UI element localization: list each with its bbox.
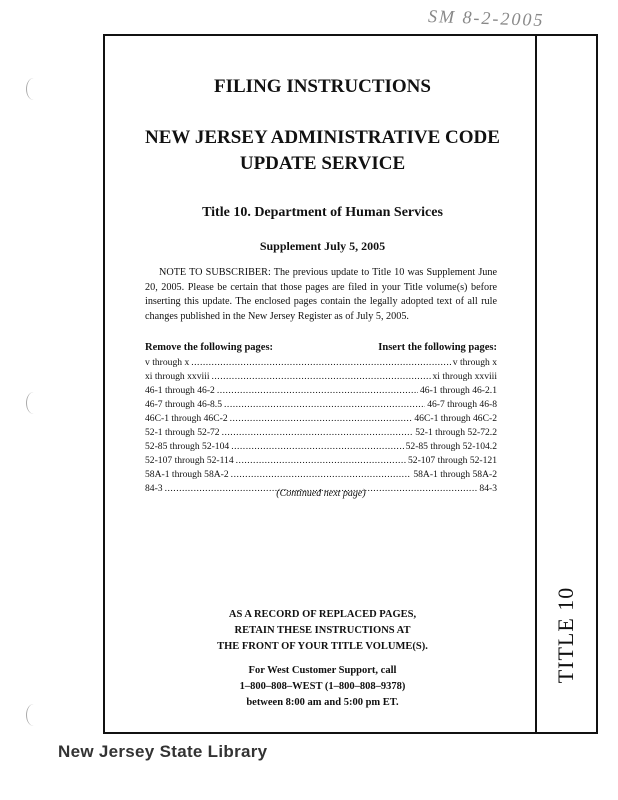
list-item bbox=[145, 426, 497, 440]
handwritten-annotation: SM 8-2-2005 bbox=[427, 5, 545, 31]
remove-pages: 46-1 through 46-2 bbox=[145, 385, 215, 396]
code-title-line2: UPDATE SERVICE bbox=[239, 153, 406, 174]
list-item bbox=[145, 370, 497, 384]
leader-dots bbox=[217, 384, 418, 398]
page-title: FILING INSTRUCTIONS bbox=[214, 76, 431, 97]
support-phone: 1–800–808–WEST (1–800–808–9378) bbox=[239, 681, 406, 692]
leader-dots bbox=[212, 370, 431, 384]
remove-pages: 46C-1 through 46C-2 bbox=[145, 413, 228, 424]
insert-pages: xi through xxviii bbox=[432, 371, 497, 382]
insert-pages: 52-107 through 52-121 bbox=[408, 455, 497, 466]
leader-dots bbox=[230, 412, 413, 426]
supplement-date: Supplement July 5, 2005 bbox=[259, 239, 386, 253]
tab-divider bbox=[535, 34, 537, 734]
remove-pages: 52-107 through 52-114 bbox=[145, 455, 234, 466]
leader-dots bbox=[224, 398, 425, 412]
list-item bbox=[145, 412, 497, 426]
insert-pages: 52-1 through 52-72.2 bbox=[415, 427, 497, 438]
list-item bbox=[145, 384, 497, 398]
list-item bbox=[145, 356, 497, 370]
leader-dots bbox=[231, 440, 403, 454]
remove-pages: 84-3 bbox=[145, 483, 163, 494]
code-title-line1: NEW JERSEY ADMINISTRATIVE CODE bbox=[145, 127, 500, 148]
insert-pages: 84-3 bbox=[479, 483, 497, 494]
list-item bbox=[145, 440, 497, 454]
pages-header bbox=[145, 342, 497, 353]
title-tab-label: TITLE 10 bbox=[553, 586, 578, 684]
binder-hole-mark bbox=[26, 78, 41, 100]
insert-pages: 46C-1 through 46C-2 bbox=[414, 413, 497, 424]
list-item bbox=[145, 454, 497, 468]
header-block bbox=[145, 76, 500, 254]
leader-dots bbox=[191, 356, 451, 370]
list-item bbox=[145, 468, 497, 482]
pages-list bbox=[145, 356, 497, 496]
remove-pages: 58A-1 through 58A-2 bbox=[145, 469, 229, 480]
leader-dots bbox=[222, 426, 414, 440]
insert-pages: v through x bbox=[452, 357, 497, 368]
insert-pages: 46-1 through 46-2.1 bbox=[419, 385, 497, 396]
support-hours: between 8:00 am and 5:00 pm ET. bbox=[246, 697, 399, 708]
customer-support bbox=[145, 663, 500, 711]
record-line: RETAIN THESE INSTRUCTIONS AT bbox=[234, 625, 411, 636]
support-line: For West Customer Support, call bbox=[248, 665, 397, 676]
insert-pages: 46-7 through 46-8 bbox=[427, 399, 497, 410]
remove-pages: 46-7 through 46-8.5 bbox=[145, 399, 223, 410]
insert-pages: 58A-1 through 58A-2 bbox=[413, 469, 497, 480]
leader-dots bbox=[236, 454, 406, 468]
library-stamp: New Jersey State Library bbox=[58, 742, 268, 761]
binder-hole-mark bbox=[26, 704, 41, 726]
remove-pages: xi through xxviii bbox=[145, 371, 210, 382]
record-line: AS A RECORD OF REPLACED PAGES, bbox=[228, 609, 417, 620]
continued-note: (Continued next page) bbox=[276, 488, 366, 499]
title-department: Title 10. Department of Human Services bbox=[202, 205, 443, 220]
list-item bbox=[145, 398, 497, 412]
remove-header: Remove the following pages: bbox=[145, 342, 274, 353]
insert-header: Insert the following pages: bbox=[378, 342, 497, 353]
record-line: THE FRONT OF YOUR TITLE VOLUME(S). bbox=[217, 641, 428, 652]
record-instructions bbox=[145, 607, 500, 655]
remove-pages: v through x bbox=[145, 357, 190, 368]
insert-pages: 52-85 through 52-104.2 bbox=[405, 441, 497, 452]
leader-dots bbox=[231, 468, 412, 482]
remove-pages: 52-85 through 52-104 bbox=[145, 441, 230, 452]
remove-pages: 52-1 through 52-72 bbox=[145, 427, 220, 438]
subscriber-note: NOTE TO SUBSCRIBER: The previous update to Title 10 was Supplement June 20, 2005. Please be certain that those pages are filed in your Title volume(s) before inserting this update. The enclosed pages contain the legally adopted text of all rule changes published in the New Jersey Register as of July 5, 2005. bbox=[145, 267, 497, 322]
binder-hole-mark bbox=[26, 392, 41, 414]
